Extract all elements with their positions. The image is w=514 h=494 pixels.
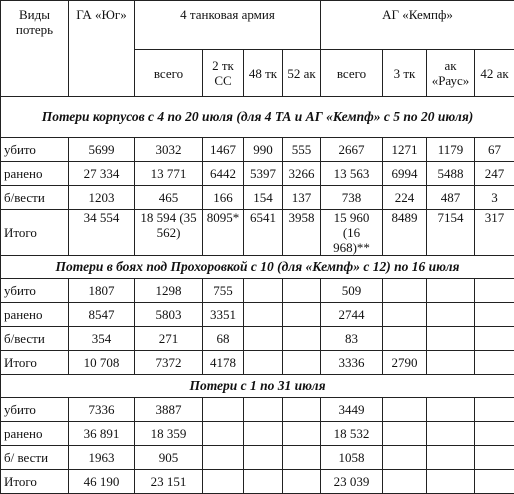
table-cell bbox=[203, 446, 244, 470]
table-cell bbox=[203, 470, 244, 494]
table-row bbox=[1, 327, 514, 351]
table-cell bbox=[283, 470, 321, 494]
table-cell: 3958 bbox=[283, 210, 321, 256]
table-cell bbox=[427, 446, 475, 470]
table-cell: 23 151 bbox=[135, 470, 203, 494]
table-cell: 990 bbox=[244, 138, 283, 162]
section-title-row bbox=[1, 97, 514, 138]
table-cell: 8547 bbox=[69, 303, 135, 327]
table-cell: 1179 bbox=[427, 138, 475, 162]
table-cell: 317 bbox=[475, 210, 514, 256]
table-cell: 3887 bbox=[135, 398, 203, 422]
row-label: убито bbox=[1, 398, 69, 422]
header-4ta: 4 танковая армия bbox=[135, 1, 321, 50]
table-cell bbox=[475, 279, 514, 303]
table-cell: 18 594 (35 562) bbox=[135, 210, 203, 256]
header-types: Виды потерь bbox=[1, 1, 69, 97]
table-cell bbox=[203, 398, 244, 422]
table-cell bbox=[283, 279, 321, 303]
header-ag-kempf: АГ «Кемпф» bbox=[321, 1, 514, 50]
table-cell bbox=[475, 470, 514, 494]
header-52ak: 52 ак bbox=[283, 50, 321, 97]
table-cell: 755 bbox=[203, 279, 244, 303]
row-label: убито bbox=[1, 279, 69, 303]
table-cell: 3032 bbox=[135, 138, 203, 162]
table-cell: 487 bbox=[427, 186, 475, 210]
table-cell: 1203 bbox=[69, 186, 135, 210]
header-2tk-ss: 2 тк СС bbox=[203, 50, 244, 97]
header-ak-raus: ак «Раус» bbox=[427, 50, 475, 97]
table-cell: 3266 bbox=[283, 162, 321, 186]
table-cell: 1058 bbox=[321, 446, 383, 470]
table-cell: 509 bbox=[321, 279, 383, 303]
table-cell: 137 bbox=[283, 186, 321, 210]
section-title: Потери корпусов с 4 по 20 июля (для 4 ТА и АГ «Кемпф» с 5 по 20 июля) bbox=[1, 97, 514, 138]
table-cell: 36 891 bbox=[69, 422, 135, 446]
row-label: Итого bbox=[1, 470, 69, 494]
table-row bbox=[1, 186, 514, 210]
table-cell: 354 bbox=[69, 327, 135, 351]
header-kempf-total: всего bbox=[321, 50, 383, 97]
table-cell bbox=[475, 446, 514, 470]
table-cell: 18 532 bbox=[321, 422, 383, 446]
row-label: убито bbox=[1, 138, 69, 162]
table-cell: 271 bbox=[135, 327, 203, 351]
section-title: Потери в боях под Прохоровкой с 10 (для «Кемпф» с 12) по 16 июля bbox=[1, 256, 514, 279]
table-cell: 23 039 bbox=[321, 470, 383, 494]
row-label: б/вести bbox=[1, 327, 69, 351]
table-row bbox=[1, 303, 514, 327]
table-cell: 3 bbox=[475, 186, 514, 210]
table-cell: 4178 bbox=[203, 351, 244, 375]
table-cell bbox=[475, 351, 514, 375]
table-cell bbox=[427, 351, 475, 375]
table-cell: 6541 bbox=[244, 210, 283, 256]
table-cell: 2790 bbox=[383, 351, 427, 375]
header-row-1 bbox=[1, 1, 514, 50]
header-48tk: 48 тк bbox=[244, 50, 283, 97]
row-label: ранено bbox=[1, 422, 69, 446]
row-label: ранено bbox=[1, 162, 69, 186]
table-cell bbox=[427, 327, 475, 351]
table-cell bbox=[244, 446, 283, 470]
table-cell bbox=[475, 398, 514, 422]
table-cell bbox=[427, 303, 475, 327]
table-cell: 166 bbox=[203, 186, 244, 210]
table-cell: 6994 bbox=[383, 162, 427, 186]
table-row bbox=[1, 138, 514, 162]
table-cell: 27 334 bbox=[69, 162, 135, 186]
table-cell: 5488 bbox=[427, 162, 475, 186]
table-cell: 1963 bbox=[69, 446, 135, 470]
table-cell bbox=[283, 422, 321, 446]
table-cell bbox=[283, 303, 321, 327]
table-cell: 13 771 bbox=[135, 162, 203, 186]
table-cell bbox=[283, 446, 321, 470]
table-cell: 67 bbox=[475, 138, 514, 162]
table-row bbox=[1, 398, 514, 422]
table-cell: 15 960 (16 968)** bbox=[321, 210, 383, 256]
table-cell bbox=[283, 327, 321, 351]
table-cell bbox=[283, 351, 321, 375]
table-cell: 5803 bbox=[135, 303, 203, 327]
table-cell bbox=[244, 327, 283, 351]
table-cell: 1467 bbox=[203, 138, 244, 162]
header-ga-yug: ГА «Юг» bbox=[69, 1, 135, 97]
table-cell bbox=[427, 279, 475, 303]
table-cell: 83 bbox=[321, 327, 383, 351]
table-cell: 8095* bbox=[203, 210, 244, 256]
table-cell bbox=[427, 422, 475, 446]
table-cell: 224 bbox=[383, 186, 427, 210]
table-row bbox=[1, 279, 514, 303]
section-title-row bbox=[1, 375, 514, 398]
table-cell: 7336 bbox=[69, 398, 135, 422]
table-cell: 154 bbox=[244, 186, 283, 210]
table-cell: 34 554 bbox=[69, 210, 135, 256]
table-cell: 13 563 bbox=[321, 162, 383, 186]
table-cell bbox=[383, 446, 427, 470]
table-row bbox=[1, 422, 514, 446]
table-cell bbox=[383, 303, 427, 327]
table-cell bbox=[475, 327, 514, 351]
table-cell: 5397 bbox=[244, 162, 283, 186]
row-label: ранено bbox=[1, 303, 69, 327]
table-cell: 46 190 bbox=[69, 470, 135, 494]
table-cell bbox=[244, 398, 283, 422]
table-cell: 3336 bbox=[321, 351, 383, 375]
header-3tk: 3 тк bbox=[383, 50, 427, 97]
table-cell bbox=[244, 351, 283, 375]
table-cell: 18 359 bbox=[135, 422, 203, 446]
table-cell bbox=[244, 422, 283, 446]
table-cell: 8489 bbox=[383, 210, 427, 256]
table-cell: 7154 bbox=[427, 210, 475, 256]
table-cell bbox=[475, 422, 514, 446]
table-cell bbox=[244, 279, 283, 303]
table-cell bbox=[427, 470, 475, 494]
row-label: б/ вести bbox=[1, 446, 69, 470]
table-row bbox=[1, 470, 514, 494]
section-title-row bbox=[1, 256, 514, 279]
table-cell bbox=[383, 279, 427, 303]
table-cell: 555 bbox=[283, 138, 321, 162]
table-cell: 905 bbox=[135, 446, 203, 470]
table-cell bbox=[383, 422, 427, 446]
table-cell: 2744 bbox=[321, 303, 383, 327]
table-cell: 6442 bbox=[203, 162, 244, 186]
row-label: б/вести bbox=[1, 186, 69, 210]
table-row bbox=[1, 446, 514, 470]
section-title: Потери с 1 по 31 июля bbox=[1, 375, 514, 398]
table-cell bbox=[475, 303, 514, 327]
table-cell: 1807 bbox=[69, 279, 135, 303]
table-cell: 465 bbox=[135, 186, 203, 210]
table-cell bbox=[244, 303, 283, 327]
table-cell: 247 bbox=[475, 162, 514, 186]
table-cell bbox=[383, 398, 427, 422]
table-cell: 3351 bbox=[203, 303, 244, 327]
table-cell: 68 bbox=[203, 327, 244, 351]
table-row bbox=[1, 162, 514, 186]
table-cell: 1298 bbox=[135, 279, 203, 303]
table-cell: 2667 bbox=[321, 138, 383, 162]
table-cell: 1271 bbox=[383, 138, 427, 162]
row-label: Итого bbox=[1, 210, 69, 256]
table-cell: 7372 bbox=[135, 351, 203, 375]
table-cell bbox=[383, 327, 427, 351]
table-cell: 10 708 bbox=[69, 351, 135, 375]
table-cell: 5699 bbox=[69, 138, 135, 162]
table-cell bbox=[427, 398, 475, 422]
table-cell bbox=[383, 470, 427, 494]
table-cell bbox=[283, 398, 321, 422]
header-4ta-total: всего bbox=[135, 50, 203, 97]
table-cell bbox=[244, 470, 283, 494]
table-row bbox=[1, 210, 514, 256]
table-row bbox=[1, 351, 514, 375]
table-cell bbox=[203, 422, 244, 446]
row-label: Итого bbox=[1, 351, 69, 375]
table-cell: 3449 bbox=[321, 398, 383, 422]
header-42ak: 42 ак bbox=[475, 50, 514, 97]
table-cell: 738 bbox=[321, 186, 383, 210]
